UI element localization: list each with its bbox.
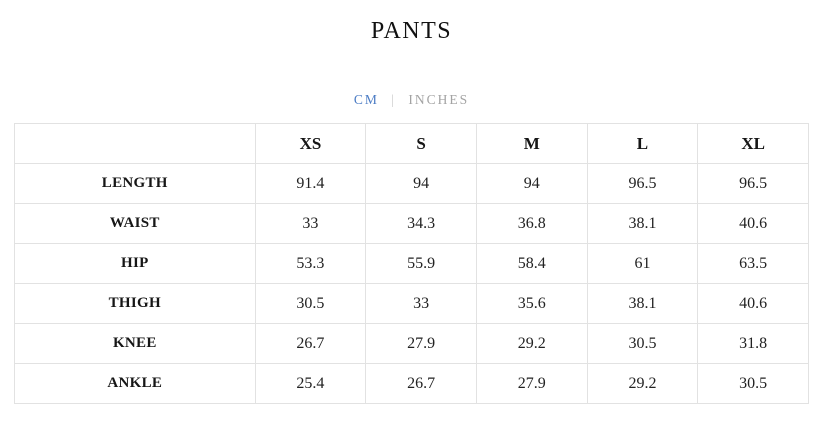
cell-thigh-l: 38.1 [587, 284, 698, 324]
column-header-m: M [476, 124, 587, 164]
row-label-length: LENGTH [15, 164, 256, 204]
cell-thigh-xl: 40.6 [698, 284, 809, 324]
row-label-knee: KNEE [15, 324, 256, 364]
column-header-blank [15, 124, 256, 164]
column-header-xl: XL [698, 124, 809, 164]
cell-knee-xs: 26.7 [255, 324, 366, 364]
cell-ankle-l: 29.2 [587, 364, 698, 404]
cell-length-s: 94 [366, 164, 477, 204]
cell-knee-m: 29.2 [476, 324, 587, 364]
cell-length-xs: 91.4 [255, 164, 366, 204]
cell-ankle-xs: 25.4 [255, 364, 366, 404]
row-label-waist: WAIST [15, 204, 256, 244]
cell-thigh-xs: 30.5 [255, 284, 366, 324]
unit-inches-link[interactable]: INCHES [408, 92, 470, 107]
unit-cm-link[interactable]: CM [353, 92, 379, 107]
cell-waist-m: 36.8 [476, 204, 587, 244]
cell-ankle-s: 26.7 [366, 364, 477, 404]
size-chart-table [14, 123, 809, 404]
column-header-l: L [587, 124, 698, 164]
cell-thigh-s: 33 [366, 284, 477, 324]
table-row-waist [15, 204, 809, 244]
table-row-hip [15, 244, 809, 284]
row-label-ankle: ANKLE [15, 364, 256, 404]
cell-length-m: 94 [476, 164, 587, 204]
row-label-hip: HIP [15, 244, 256, 284]
cell-length-xl: 96.5 [698, 164, 809, 204]
cell-waist-l: 38.1 [587, 204, 698, 244]
cell-knee-s: 27.9 [366, 324, 477, 364]
cell-hip-l: 61 [587, 244, 698, 284]
cell-knee-l: 30.5 [587, 324, 698, 364]
cell-waist-s: 34.3 [366, 204, 477, 244]
cell-hip-m: 58.4 [476, 244, 587, 284]
table-row-length [15, 164, 809, 204]
cell-thigh-m: 35.6 [476, 284, 587, 324]
cell-knee-xl: 31.8 [698, 324, 809, 364]
cell-hip-s: 55.9 [366, 244, 477, 284]
column-header-s: S [366, 124, 477, 164]
column-header-xs: XS [255, 124, 366, 164]
cell-ankle-xl: 30.5 [698, 364, 809, 404]
table-row-knee [15, 324, 809, 364]
cell-hip-xs: 53.3 [255, 244, 366, 284]
cell-ankle-m: 27.9 [476, 364, 587, 404]
table-row-thigh [15, 284, 809, 324]
cell-waist-xs: 33 [255, 204, 366, 244]
row-label-thigh: THIGH [15, 284, 256, 324]
cell-length-l: 96.5 [587, 164, 698, 204]
table-header-row [15, 124, 809, 164]
unit-separator: | [391, 92, 396, 107]
page-title: PANTS [370, 18, 453, 44]
table-row-ankle [15, 364, 809, 404]
unit-toggle [0, 92, 823, 108]
cell-waist-xl: 40.6 [698, 204, 809, 244]
cell-hip-xl: 63.5 [698, 244, 809, 284]
